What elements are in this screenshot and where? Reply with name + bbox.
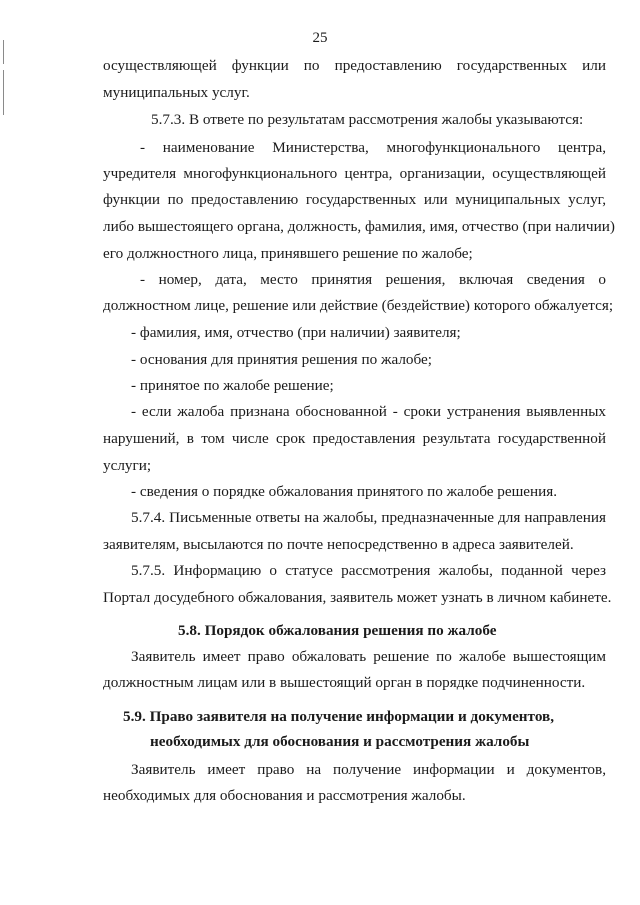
list-item: - сведения о порядке обжалования принятого по жалобе решения. bbox=[131, 483, 558, 500]
text-line: 5.7.3. В ответе по результатам рассмотрения жалобы указываются: bbox=[151, 111, 584, 128]
text-line: необходимых для обоснования и рассмотрения жалобы. bbox=[103, 787, 466, 804]
list-item: - номер, дата, место принятия решения, включая сведения о bbox=[140, 271, 606, 288]
list-item: - основания для принятия решения по жалобе; bbox=[131, 351, 432, 368]
list-item: - фамилия, имя, отчество (при наличии) заявителя; bbox=[131, 324, 461, 341]
section-heading: 5.9. Право заявителя на получение информации и документов, bbox=[123, 708, 555, 725]
list-item: - принятое по жалобе решение; bbox=[131, 377, 334, 394]
section-heading: необходимых для обоснования и рассмотрения жалобы bbox=[150, 733, 530, 750]
text-line: нарушений, в том числе срок предоставления результата государственной bbox=[103, 430, 606, 447]
page-number: 25 bbox=[312, 30, 328, 46]
list-item: - если жалоба признана обоснованной - сроки устранения выявленных bbox=[131, 403, 606, 420]
text-line: функции по предоставлению государственных или муниципальных услуг, bbox=[103, 191, 606, 208]
text-line: Портал досудебного обжалования, заявитель может узнать в личном кабинете. bbox=[103, 589, 612, 606]
text-line: Заявитель имеет право на получение информации и документов, bbox=[131, 761, 606, 778]
text-line: его должностного лица, принявшего решение по жалобе; bbox=[103, 245, 473, 262]
text-line: учредителя многофункционального центра, организации, осуществляющей bbox=[103, 165, 606, 182]
text-line: 5.7.5. Информацию о статусе рассмотрения жалобы, поданной через bbox=[131, 562, 606, 579]
text-line: должностным лицам или в вышестоящий орган в порядке подчиненности. bbox=[103, 674, 586, 691]
text-line: муниципальных услуг. bbox=[103, 84, 250, 101]
scan-margin-mark bbox=[3, 70, 4, 115]
text-line: осуществляющей функции по предоставлению государственных или bbox=[103, 57, 606, 74]
text-line: услуги; bbox=[103, 457, 152, 474]
text-line: Заявитель имеет право обжаловать решение по жалобе вышестоящим bbox=[131, 648, 606, 665]
text-line: должностном лице, решение или действие (бездействие) которого обжалуется; bbox=[103, 297, 614, 314]
text-line: либо вышестоящего органа, должность, фамилия, имя, отчество (при наличии) bbox=[103, 218, 615, 235]
list-item: - наименование Министерства, многофункционального центра, bbox=[140, 139, 606, 156]
text-line: заявителям, высылаются по почте непосредственно в адреса заявителей. bbox=[103, 536, 574, 553]
text-line: 5.7.4. Письменные ответы на жалобы, предназначенные для направления bbox=[131, 509, 606, 526]
section-heading: 5.8. Порядок обжалования решения по жалобе bbox=[178, 622, 497, 639]
